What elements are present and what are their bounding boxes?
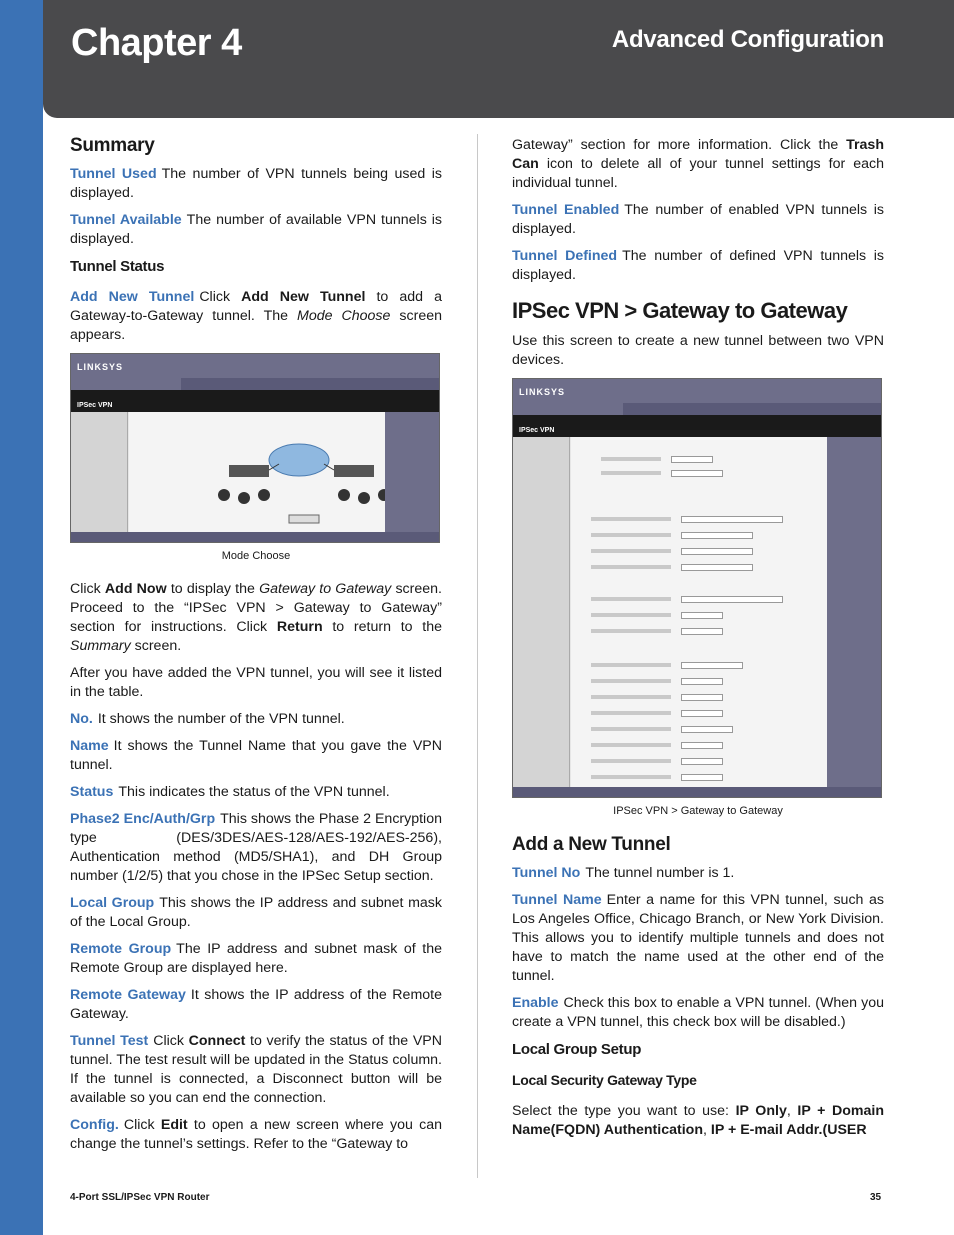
form-field bbox=[681, 694, 723, 701]
summary-heading: Summary bbox=[70, 135, 155, 156]
tunnel-enabled-paragraph bbox=[512, 201, 884, 239]
form-label bbox=[601, 471, 661, 475]
tunnel-defined-text: The number of defined VPN tunnels is displayed. bbox=[512, 248, 884, 283]
screenshot-help-panel bbox=[827, 437, 881, 787]
tunnel-test-paragraph bbox=[70, 1032, 442, 1108]
screenshot-top-band bbox=[513, 379, 881, 415]
config-paragraph bbox=[70, 1116, 442, 1154]
bold-fragment: IP + Domain Name(FQDN) Authentication bbox=[512, 1103, 885, 1138]
form-field bbox=[681, 628, 723, 635]
italic-fragment: Gateway to Gateway bbox=[259, 581, 392, 597]
italic-fragment: Summary bbox=[70, 638, 131, 654]
form-field bbox=[681, 662, 743, 669]
tunnel-defined-paragraph bbox=[512, 247, 884, 285]
form-label bbox=[591, 629, 671, 633]
screenshot-band bbox=[623, 403, 881, 415]
tunnel-no-term: Tunnel No bbox=[512, 865, 581, 881]
text-fragment: , bbox=[786, 1103, 798, 1119]
form-field bbox=[681, 774, 723, 781]
local-group-term: Local Group bbox=[70, 895, 155, 911]
select-type-paragraph bbox=[512, 1102, 884, 1140]
form-label bbox=[591, 743, 671, 747]
figure-caption: Mode Choose bbox=[221, 550, 291, 562]
tunnel-defined-term: Tunnel Defined bbox=[512, 248, 618, 264]
phase2-term: Phase2 Enc/Auth/Grp bbox=[70, 811, 216, 827]
form-label bbox=[591, 533, 671, 537]
form-field bbox=[681, 612, 723, 619]
text-fragment: to return to the bbox=[322, 619, 442, 635]
screenshot-sidebar bbox=[513, 437, 570, 787]
screenshot-footer bbox=[513, 787, 881, 797]
local-group-paragraph bbox=[70, 894, 442, 932]
status-term: Status bbox=[70, 784, 114, 800]
form-field bbox=[681, 758, 723, 765]
text-fragment: to add a Gateway-to-Gateway tunnel. The bbox=[70, 289, 442, 324]
form-field bbox=[681, 596, 783, 603]
click-add-now-paragraph bbox=[70, 580, 442, 656]
text-fragment: Select the type you want to use: bbox=[512, 1103, 736, 1119]
chapter-title: Chapter 4 bbox=[71, 22, 242, 64]
right-column bbox=[512, 136, 884, 1148]
bold-fragment: Add New Tunnel bbox=[241, 289, 366, 305]
tunnel-available-term: Tunnel Available bbox=[70, 212, 182, 228]
form-label bbox=[591, 613, 671, 617]
form-label bbox=[591, 727, 671, 731]
text-fragment: , bbox=[703, 1122, 711, 1138]
remote-group-term: Remote Group bbox=[70, 941, 172, 957]
form-label bbox=[591, 597, 671, 601]
form-label bbox=[591, 695, 671, 699]
form-label bbox=[591, 711, 671, 715]
form-field bbox=[671, 456, 713, 463]
status-text: This indicates the status of the VPN tunnel. bbox=[118, 784, 390, 800]
bold-fragment: Connect bbox=[188, 1033, 246, 1049]
gateway-screenshot bbox=[512, 378, 882, 798]
continued-paragraph bbox=[512, 136, 884, 193]
tunnel-enabled-text: The number of enabled VPN tunnels is displayed. bbox=[512, 202, 884, 237]
remote-gateway-text: It shows the IP address of the Remote Gateway. bbox=[70, 987, 442, 1022]
enable-term: Enable bbox=[512, 995, 559, 1011]
italic-fragment: Mode Choose bbox=[297, 308, 391, 324]
text-fragment: screen appears. bbox=[70, 308, 442, 343]
screenshot-nav bbox=[71, 390, 439, 412]
linksys-logo: LINKSYS bbox=[77, 362, 124, 372]
footer-page-number: 35 bbox=[870, 1192, 882, 1203]
section-title: Advanced Configuration bbox=[611, 26, 884, 53]
screenshot-footer bbox=[71, 532, 439, 542]
screenshot-band bbox=[181, 378, 439, 390]
screenshot-nav-label: IPSec VPN bbox=[519, 427, 555, 434]
phase2-text: This shows the Phase 2 Encryption type (DES/3DES/AES-128/AES-192/AES-256), Authentication method (MD5/SHA1), and DH Group number (1/2/5) that you chose in the IPSec Setup section. bbox=[70, 811, 442, 884]
screenshot-top-band bbox=[71, 354, 439, 390]
bold-fragment: IP + E-mail Addr.(USER bbox=[710, 1122, 867, 1138]
figure-caption: IPSec VPN > Gateway to Gateway bbox=[613, 805, 783, 817]
tunnel-no-paragraph bbox=[512, 864, 884, 883]
local-security-gateway-heading: Local Security Gateway Type bbox=[512, 1072, 697, 1088]
tunnel-available-paragraph bbox=[70, 211, 442, 249]
text-fragment: screen. Proceed to the “IPSec VPN > Gateway to Gateway” section for instructions. Click bbox=[70, 581, 442, 635]
remote-gateway-term: Remote Gateway bbox=[70, 987, 186, 1003]
form-label bbox=[601, 457, 661, 461]
text-fragment: to open a new screen where you can change the tunnel’s settings. Refer to the “Gateway to bbox=[70, 1117, 442, 1152]
text-fragment: Click bbox=[199, 289, 242, 305]
screenshot-help-panel bbox=[385, 412, 439, 532]
no-paragraph bbox=[70, 710, 442, 729]
left-column bbox=[70, 136, 442, 1162]
text-fragment: screen. bbox=[130, 638, 182, 654]
gateway-figure bbox=[512, 378, 884, 821]
form-label bbox=[591, 679, 671, 683]
remote-gateway-paragraph bbox=[70, 986, 442, 1024]
form-field bbox=[681, 516, 783, 523]
enable-text: Check this box to enable a VPN tunnel. (When you create a VPN tunnel, this check box will be disabled.) bbox=[512, 995, 884, 1030]
form-field bbox=[671, 470, 723, 477]
tunnel-used-term: Tunnel Used bbox=[70, 166, 157, 182]
no-term: No. bbox=[70, 711, 93, 727]
text-fragment: to display the bbox=[166, 581, 260, 597]
tunnel-enabled-term: Tunnel Enabled bbox=[512, 202, 620, 218]
bold-fragment: Return bbox=[276, 619, 323, 635]
ipsec-intro-paragraph: Use this screen to create a new tunnel between two VPN devices. bbox=[512, 333, 884, 368]
ipsec-heading: IPSec VPN > Gateway to Gateway bbox=[512, 298, 848, 323]
tunnel-name-text: Enter a name for this VPN tunnel, such as Los Angeles Office, Chicago Branch, or New York Division. This allows you to identify multiple tunnels and does not have to match the name used at the other end of the tunnel. bbox=[512, 892, 884, 984]
tunnel-test-term: Tunnel Test bbox=[70, 1033, 149, 1049]
form-label bbox=[591, 775, 671, 779]
form-label bbox=[591, 663, 671, 667]
bold-fragment: Edit bbox=[160, 1117, 188, 1133]
bold-fragment: Add Now bbox=[104, 581, 167, 597]
page-header bbox=[43, 0, 954, 118]
screenshot-nav-label: IPSec VPN bbox=[77, 402, 113, 409]
remote-group-paragraph bbox=[70, 940, 442, 978]
form-label bbox=[591, 549, 671, 553]
form-field bbox=[681, 742, 723, 749]
enable-paragraph bbox=[512, 994, 884, 1032]
bold-fragment: Trash Can bbox=[512, 137, 884, 172]
config-term: Config. bbox=[70, 1117, 119, 1133]
column-divider bbox=[477, 134, 478, 1178]
mode-choose-figure bbox=[70, 353, 442, 566]
text-fragment: Gateway” section for more information. Click the bbox=[512, 137, 847, 153]
linksys-logo: LINKSYS bbox=[519, 387, 566, 397]
text-fragment: icon to delete all of your tunnel settings for each individual tunnel. bbox=[512, 156, 884, 191]
form-field bbox=[681, 564, 753, 571]
name-term: Name bbox=[70, 738, 109, 754]
add-new-tunnel-paragraph bbox=[70, 288, 442, 345]
bold-fragment: IP Only bbox=[735, 1103, 787, 1119]
tunnel-used-paragraph bbox=[70, 165, 442, 203]
form-field bbox=[681, 710, 723, 717]
name-text: It shows the Tunnel Name that you gave the VPN tunnel. bbox=[70, 738, 442, 773]
form-field bbox=[681, 726, 733, 733]
tunnel-name-paragraph bbox=[512, 891, 884, 986]
local-group-text: This shows the IP address and subnet mask of the Local Group. bbox=[70, 895, 442, 930]
name-paragraph bbox=[70, 737, 442, 775]
tunnel-available-text: The number of available VPN tunnels is displayed. bbox=[70, 212, 442, 247]
network-diagram-icon bbox=[169, 420, 419, 540]
remote-group-text: The IP address and subnet mask of the Remote Group are displayed here. bbox=[70, 941, 442, 976]
side-accent-bar bbox=[0, 0, 43, 1235]
no-text: It shows the number of the VPN tunnel. bbox=[97, 711, 345, 727]
form-label bbox=[591, 517, 671, 521]
form-field bbox=[681, 548, 753, 555]
form-field bbox=[681, 678, 723, 685]
form-label bbox=[591, 759, 671, 763]
tunnel-used-text: The number of VPN tunnels being used is displayed. bbox=[70, 166, 443, 201]
add-tunnel-heading: Add a New Tunnel bbox=[512, 834, 671, 855]
form-label bbox=[591, 565, 671, 569]
footer-product: 4-Port SSL/IPSec VPN Router bbox=[70, 1192, 210, 1203]
text-fragment: Click bbox=[70, 581, 105, 597]
tunnel-no-text: The tunnel number is 1. bbox=[585, 865, 735, 881]
tunnel-status-heading: Tunnel Status bbox=[70, 258, 165, 275]
status-paragraph bbox=[70, 783, 442, 802]
text-fragment: to verify the status of the VPN tunnel. The test result will be updated in the Status column. If the tunnel is connected, a Disconnect button will be available so you can end the connection. bbox=[70, 1033, 442, 1106]
text-fragment: Click bbox=[153, 1033, 189, 1049]
screenshot-sidebar bbox=[71, 412, 128, 532]
phase2-paragraph bbox=[70, 810, 442, 886]
add-new-tunnel-term: Add New Tunnel bbox=[70, 289, 195, 305]
mode-choose-screenshot bbox=[70, 353, 440, 543]
local-group-setup-heading: Local Group Setup bbox=[512, 1041, 642, 1058]
text-fragment: Click bbox=[123, 1117, 161, 1133]
tunnel-name-term: Tunnel Name bbox=[512, 892, 602, 908]
after-added-paragraph: After you have added the VPN tunnel, you will see it listed in the table. bbox=[70, 665, 442, 700]
screenshot-nav bbox=[513, 415, 881, 437]
form-field bbox=[681, 532, 753, 539]
